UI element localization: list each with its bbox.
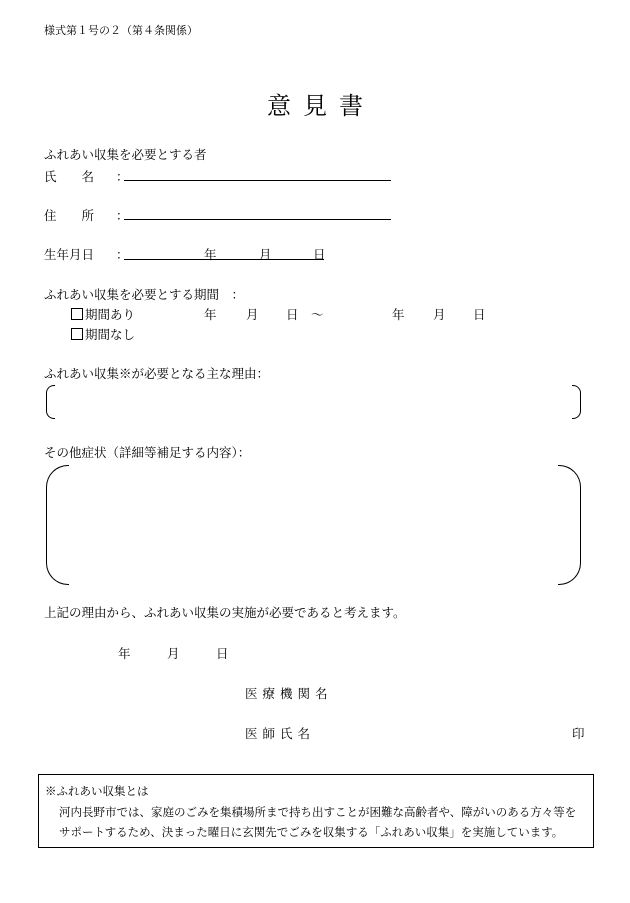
without-period-checkbox[interactable] (71, 328, 83, 340)
name-colon: ： (116, 169, 129, 184)
period-tilde: 〜 (311, 307, 324, 322)
with-period-label: 期間あり (85, 307, 136, 322)
symptoms-bracket-left (46, 465, 69, 585)
without-period-label: 期間なし (85, 327, 136, 342)
reason-heading: ふれあい収集※が必要となる主な理由： (44, 366, 270, 381)
institution-label: 医療機関名 (245, 686, 333, 701)
address-label: 住 所 (44, 208, 95, 223)
period-end-month: 月 (433, 307, 446, 322)
symptoms-field[interactable] (70, 465, 556, 583)
note-line-1: 河内長野市では、家庭のごみを集積場所まで持ち出すことが困難な高齢者や、障がいのある方々等を (59, 805, 577, 819)
period-with-option[interactable] (71, 305, 135, 323)
reason-field[interactable] (56, 385, 570, 417)
birthdate-label: 生年月日 (44, 247, 95, 262)
reason-bracket-left (46, 385, 55, 419)
birthdate-day: 日 (313, 247, 326, 262)
date-month: 月 (167, 646, 180, 661)
note-box (38, 774, 594, 848)
subject-heading: ふれあい収集を必要とする者 (44, 147, 207, 162)
reason-bracket-right (572, 385, 581, 419)
period-end-year: 年 (392, 307, 405, 322)
period-end-day: 日 (473, 307, 486, 322)
period-start-year: 年 (204, 307, 217, 322)
note-line-2: サポートするため、決まった曜日に玄関先でごみを収集する「ふれあい収集」を実施しています。 (59, 825, 564, 839)
period-start-day: 日 (286, 307, 299, 322)
name-label: 氏 名 (44, 169, 95, 184)
symptoms-heading: その他症状（詳細等補足する内容）： (44, 445, 251, 460)
note-title: ※ふれあい収集とは (45, 784, 149, 798)
seal-mark: 印 (572, 726, 585, 741)
birthdate-month: 月 (259, 247, 272, 262)
page-title: 意見書 (267, 92, 375, 120)
doctor-label: 医師氏名 (245, 726, 316, 741)
birthdate-year: 年 (204, 247, 217, 262)
name-field[interactable] (124, 180, 391, 181)
period-heading: ふれあい収集を必要とする期間 ： (44, 287, 245, 302)
address-colon: ： (116, 208, 129, 223)
period-without-option[interactable] (71, 325, 135, 343)
date-year: 年 (118, 646, 131, 661)
period-start-month: 月 (246, 307, 259, 322)
statement-text: 上記の理由から、ふれあい収集の実施が必要であると考えます。 (44, 605, 406, 620)
address-field[interactable] (124, 219, 391, 220)
form-number: 様式第１号の２（第４条関係） (44, 24, 198, 37)
birthdate-field[interactable] (124, 259, 324, 260)
with-period-checkbox[interactable] (71, 308, 83, 320)
date-day: 日 (216, 646, 229, 661)
symptoms-bracket-right (558, 465, 581, 585)
birthdate-colon: ： (116, 247, 129, 262)
